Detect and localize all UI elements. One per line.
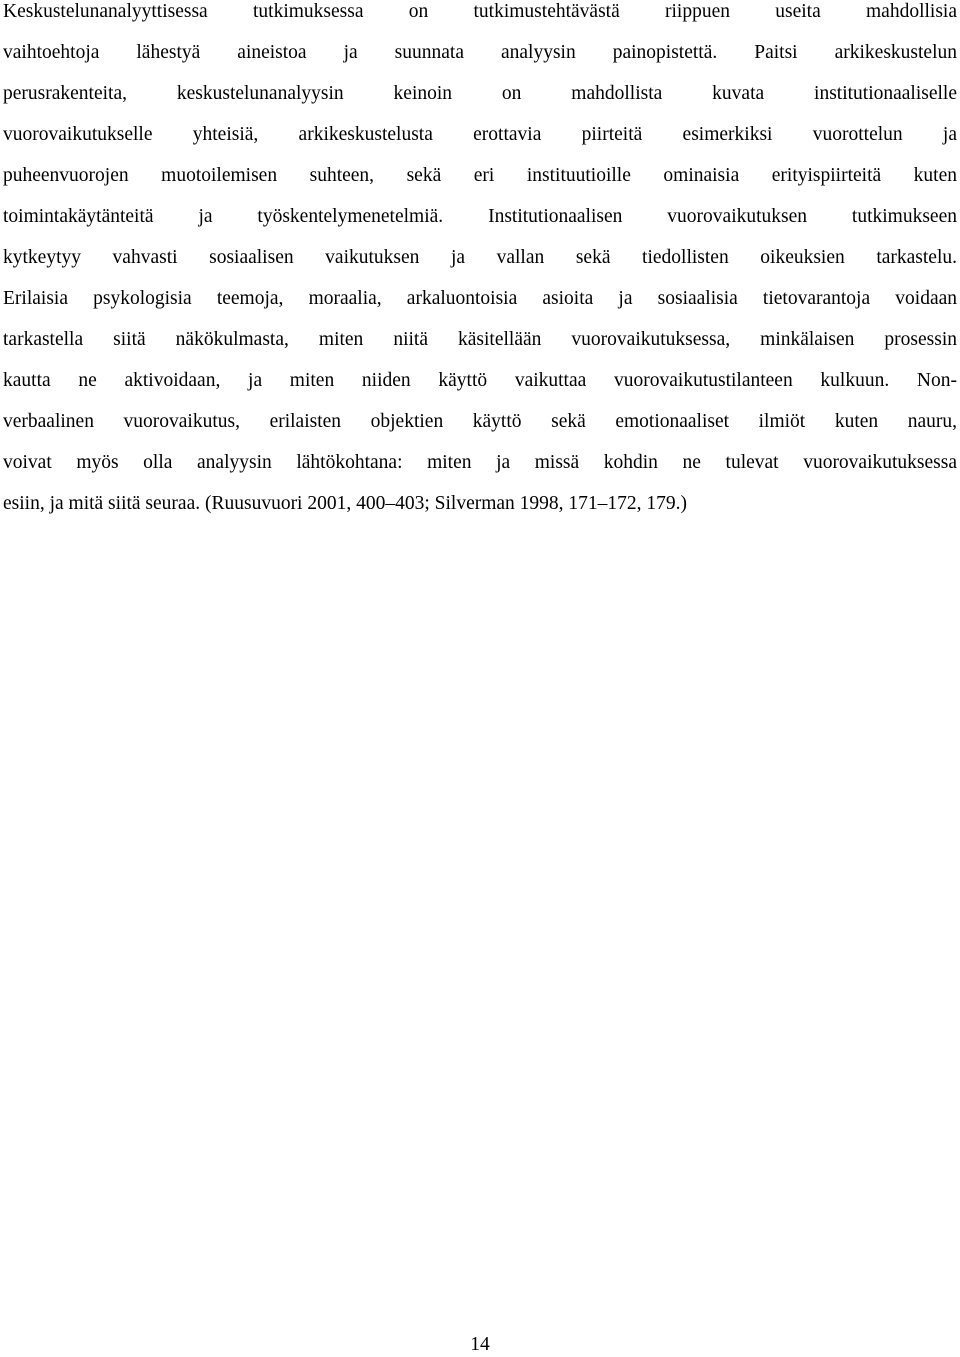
body-paragraph [3,0,957,533]
paragraph-line: kytkeytyy vahvasti sosiaalisen vaikutuksen ja vallan sekä tiedollisten oikeuksien tarkastelu. [3,247,957,268]
paragraph-line: Keskustelunanalyyttisessa tutkimuksessa on tutkimustehtävästä riippuen useita mahdollisia [3,1,957,22]
paragraph-line: Erilaisia psykologisia teemoja, moraalia, arkaluontoisia asioita ja sosiaalisia tietovarantoja voidaan [3,288,957,309]
paragraph-line: puheenvuorojen muotoilemisen suhteen, sekä eri instituutioille ominaisia erityispiirteitä kuten [3,165,957,186]
paragraph-line: vaihtoehtoja lähestyä aineistoa ja suunnata analyysin painopistettä. Paitsi arkikeskustelun [3,42,957,63]
paragraph-line: voivat myös olla analyysin lähtökohtana: miten ja missä kohdin ne tulevat vuorovaikutuksessa [3,452,957,473]
paragraph-line: toimintakäytänteitä ja työskentelymenetelmiä. Institutionaalisen vuorovaikutuksen tutkimukseen [3,206,957,227]
page-number: 14 [470,1334,490,1355]
paragraph-line: kautta ne aktivoidaan, ja miten niiden käyttö vaikuttaa vuorovaikutustilanteen kulkuun. Non- [3,370,957,391]
paragraph-line: perusrakenteita, keskustelunanalyysin keinoin on mahdollista kuvata institutionaaliselle [3,83,957,104]
paragraph-line: esiin, ja mitä siitä seuraa. (Ruusuvuori 2001, 400–403; Silverman 1998, 171–172, 179.) [3,493,688,514]
paragraph-line: tarkastella siitä näkökulmasta, miten niitä käsitellään vuorovaikutuksessa, minkälaisen prosessin [3,329,957,350]
paragraph-line: verbaalinen vuorovaikutus, erilaisten objektien käyttö sekä emotionaaliset ilmiöt kuten nauru, [3,411,957,432]
paragraph-line: vuorovaikutukselle yhteisiä, arkikeskustelusta erottavia piirteitä esimerkiksi vuorottelun ja [3,124,957,145]
